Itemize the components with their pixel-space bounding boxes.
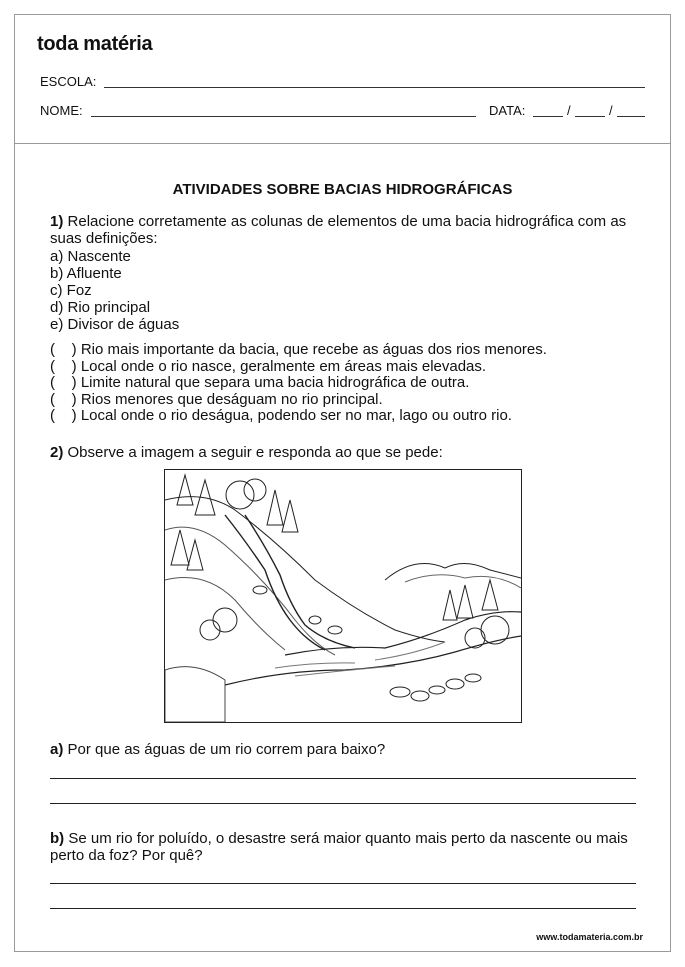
option-a: a) Nascente — [50, 248, 131, 265]
logo: toda matéria — [37, 33, 153, 55]
statement-text: Rios menores que deságuam no rio principal. — [80, 390, 383, 408]
answer-line[interactable] — [50, 908, 636, 909]
question-2-prompt — [50, 444, 640, 461]
statement-row — [50, 375, 469, 392]
statement-text: Rio mais importante da bacia, que recebe as águas dos rios menores. — [80, 341, 547, 358]
answer-line[interactable] — [50, 778, 636, 779]
question-1-text: Relacione corretamente as colunas de elementos de uma bacia hidrográfica com as suas definições: — [50, 213, 627, 247]
answer-line[interactable] — [50, 883, 636, 884]
page-title: ATIVIDADES SOBRE BACIAS HIDROGRÁFICAS — [172, 181, 513, 198]
question-1-number: 1) — [50, 213, 64, 230]
statement-row — [50, 408, 512, 425]
question-2b-text: Se um rio for poluído, o desastre será maior quanto mais perto da nascente ou mais perto da foz? Por quê? — [50, 830, 628, 864]
statement-text: Limite natural que separa uma bacia hidrográfica de outra. — [80, 374, 470, 391]
answer-blank[interactable]: ( ) — [50, 390, 77, 408]
question-2-number: 2) — [50, 444, 64, 461]
question-2a-prompt — [50, 741, 640, 758]
statement-text: Local onde o rio nasce, geralmente em áreas mais elevadas. — [80, 357, 487, 375]
question-2-text: Observe a imagem a seguir e responda ao que se pede: — [67, 444, 443, 461]
answer-line[interactable] — [50, 803, 636, 804]
date-separator: / — [609, 103, 613, 118]
question-2a-label: a) — [50, 741, 64, 758]
name-label: NOME: — [40, 103, 83, 118]
statement-row — [50, 392, 383, 409]
date-label: DATA: — [489, 103, 526, 118]
option-b: b) Afluente — [50, 265, 122, 282]
option-d: d) Rio principal — [50, 299, 151, 316]
header-divider — [14, 143, 671, 144]
school-label: ESCOLA: — [40, 74, 97, 89]
answer-blank[interactable]: ( ) — [50, 341, 77, 358]
river-landscape-illustration — [164, 469, 522, 723]
answer-blank[interactable]: ( ) — [50, 357, 77, 375]
question-2a-text: Por que as águas de um rio correm para baixo? — [67, 741, 386, 758]
answer-blank[interactable]: ( ) — [50, 407, 77, 424]
answer-blank[interactable]: ( ) — [50, 374, 77, 391]
date-year-field[interactable] — [617, 116, 645, 117]
question-2b-prompt — [50, 830, 640, 864]
statement-row — [50, 359, 486, 376]
question-2b-label: b) — [50, 830, 65, 847]
date-month-field[interactable] — [575, 116, 605, 117]
school-field[interactable] — [104, 87, 645, 88]
question-1-prompt — [50, 213, 640, 247]
date-day-field[interactable] — [533, 116, 563, 117]
name-field[interactable] — [91, 116, 476, 117]
option-e: e) Divisor de águas — [50, 316, 180, 333]
date-separator: / — [567, 103, 571, 118]
option-c: c) Foz — [50, 282, 92, 299]
footer-url: www.todamateria.com.br — [536, 932, 643, 942]
statement-text: Local onde o rio deságua, podendo ser no mar, lago ou outro rio. — [80, 407, 512, 424]
statement-row — [50, 342, 547, 359]
